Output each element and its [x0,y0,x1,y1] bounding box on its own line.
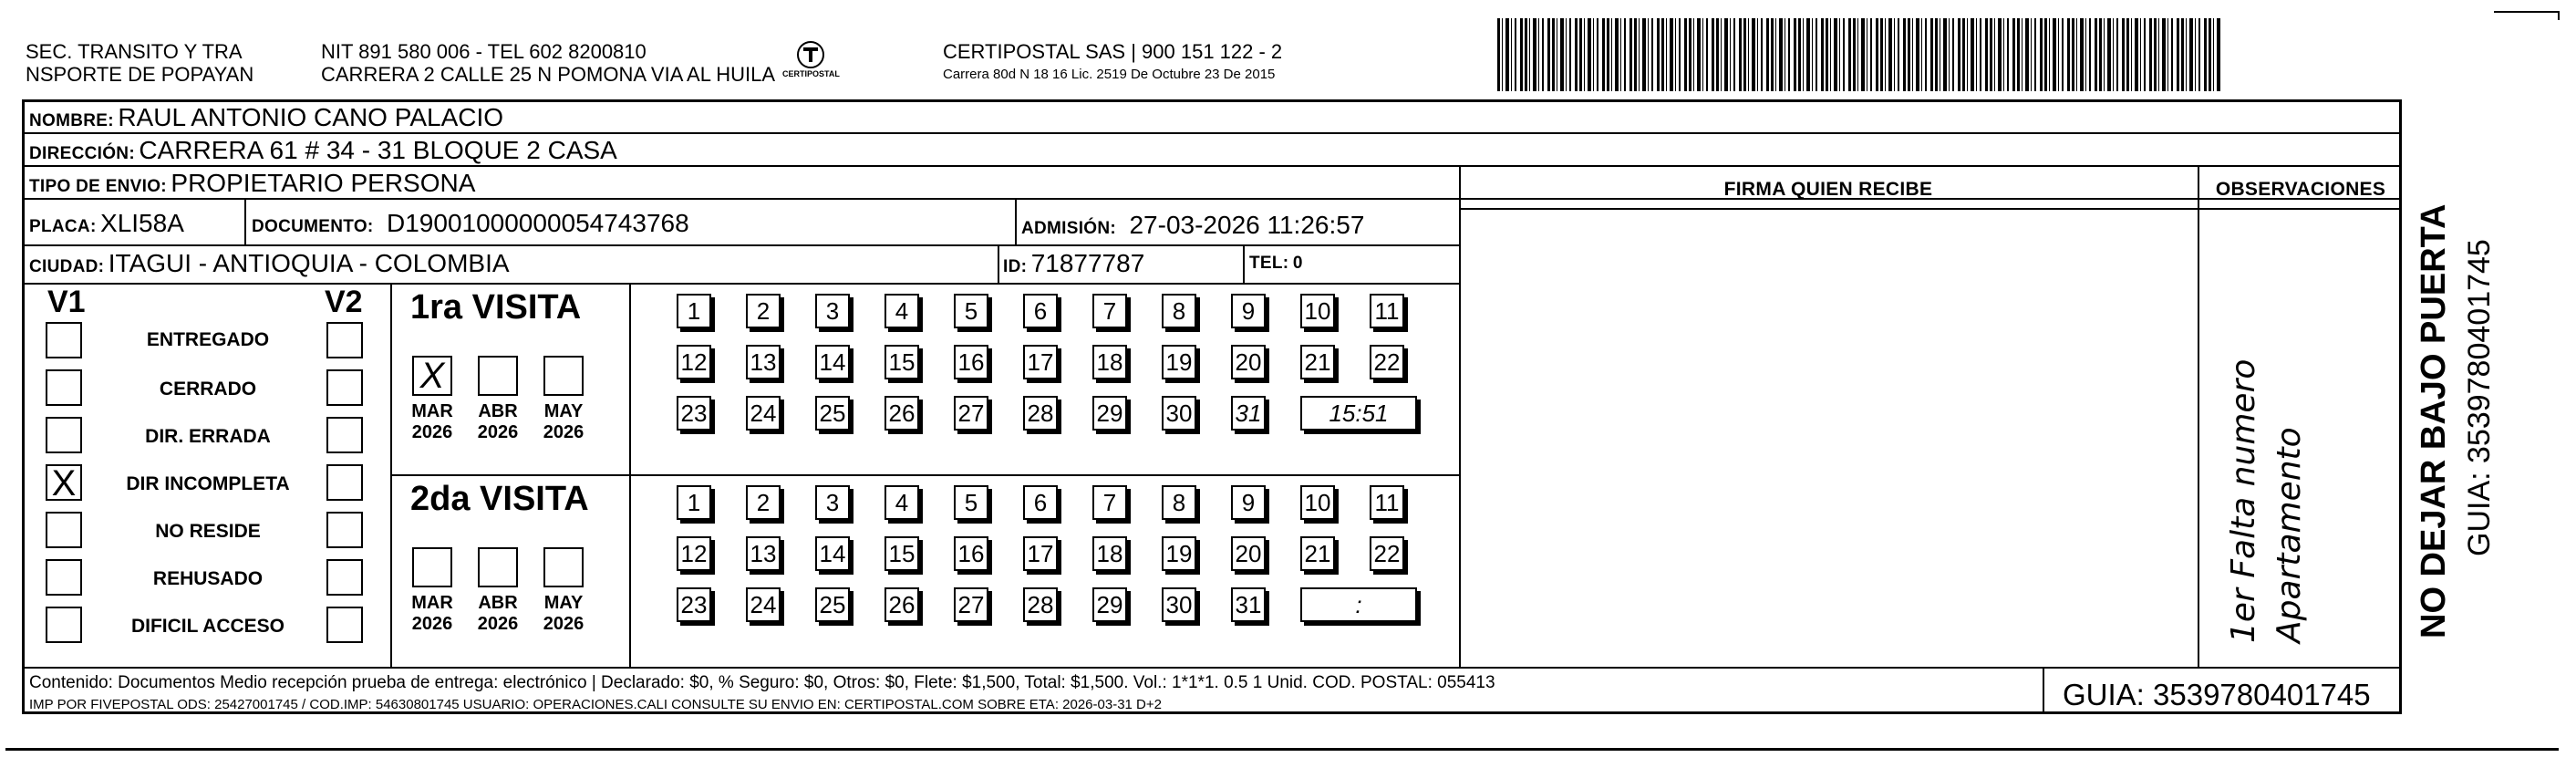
day-box[interactable]: 30 [1162,587,1196,622]
nit-line-1: NIT 891 580 006 - TEL 602 8200810 [321,40,647,63]
day-box[interactable]: 24 [746,396,781,431]
id-row [1003,248,1144,284]
day-box[interactable]: 16 [954,345,988,379]
v1-checkbox[interactable] [46,607,82,643]
day-box[interactable]: 10 [1300,294,1335,328]
logo-text: CERTIPOSTAL [782,69,840,78]
company-block [943,40,1282,86]
day-box[interactable]: 5 [954,294,988,328]
v2-checkbox[interactable] [326,369,363,406]
time-box[interactable]: 15:51 [1300,396,1417,431]
side-guia: GUIA: 3539780401745 [2462,239,2497,556]
v1-checkbox[interactable] [46,369,82,406]
admision-row [1021,210,1364,245]
col-obs-left [2198,165,2199,667]
sender-block [26,40,253,86]
day-box[interactable]: 21 [1300,536,1335,571]
day-box[interactable]: 8 [1162,294,1196,328]
day-box[interactable]: 19 [1162,536,1196,571]
documento-value: D19001000000054743768 [387,209,689,237]
day-box[interactable]: 15 [885,536,919,571]
day-box[interactable]: 11 [1370,485,1404,520]
col-admision [1015,198,1017,244]
status-label: DIFICIL ACCESO [130,616,284,637]
footer-guia: GUIA: 3539780401745 [2063,678,2371,711]
day-box[interactable]: 17 [1023,345,1058,379]
day-box[interactable]: 27 [954,396,988,431]
placa-label: PLACA: [29,217,97,236]
day-box[interactable]: 17 [1023,536,1058,571]
documento-row [252,208,689,244]
day-box[interactable]: 18 [1092,345,1127,379]
day-box[interactable]: 22 [1370,536,1404,571]
day-box[interactable]: 29 [1092,396,1127,431]
month-label: MAR [411,593,453,613]
year-label: 2026 [411,422,453,442]
visit-title: 2da VISITA [410,480,589,518]
day-box[interactable]: 4 [885,485,919,520]
sender-line-1: SEC. TRANSITO Y TRA [26,40,243,63]
visit-split-line [390,474,1459,476]
day-box[interactable]: 27 [954,587,988,622]
day-box[interactable]: 25 [815,587,850,622]
day-box[interactable]: 9 [1231,485,1266,520]
day-box[interactable]: 26 [885,396,919,431]
day-box[interactable]: 12 [677,345,711,379]
month-checkbox[interactable]: X [412,356,452,396]
day-box[interactable]: 8 [1162,485,1196,520]
day-box[interactable]: 2 [746,294,781,328]
day-box[interactable]: 3 [815,294,850,328]
month-label: MAY [543,593,584,613]
day-box[interactable]: 4 [885,294,919,328]
day-box[interactable]: 28 [1023,396,1058,431]
day-box[interactable]: 28 [1023,587,1058,622]
footer-line-1: Contenido: Documentos Medio recepción prueba de entrega: electrónico | Declarado: $0, % Seguro: $0, Otros: $0, Flete: $1,500, Total: $1,500. Vol.: 1*1*1. 0.5 1 Unid. COD. POSTAL: 055413 [29,673,1495,692]
status-label: CERRADO [159,379,257,400]
year-label: 2026 [477,422,519,442]
month-checkbox[interactable] [478,547,518,587]
day-box[interactable]: 24 [746,587,781,622]
company-line-2: Carrera 80d N 18 16 Lic. 2519 De Octubre 23 De 2015 [943,67,1276,82]
sender-line-2: NSPORTE DE POPAYAN [26,63,254,86]
day-box[interactable]: 16 [954,536,988,571]
year-label: 2026 [477,614,519,634]
documento-label: DOCUMENTO: [252,217,374,236]
nombre-row [29,102,503,138]
status-label: DIR. ERRADA [145,426,271,447]
v1-checkbox[interactable]: X [46,464,82,501]
nombre-value: RAUL ANTONIO CANO PALACIO [118,103,504,131]
v2-checkbox[interactable] [326,607,363,643]
day-box[interactable]: 13 [746,536,781,571]
footer-line [22,667,2402,669]
month-label: ABR [478,401,518,421]
tel-label: TEL: [1249,254,1289,273]
signature-area[interactable] [1461,209,2196,665]
day-box[interactable]: 30 [1162,396,1196,431]
footer-line-2: IMP POR FIVEPOSTAL ODS: 25427001745 / COD.IMP: 54630801745 USUARIO: OPERACIONES.CALI CONSULTE SU ENVIO EN: CERTIPOSTAL.COM SOBRE ETA: 2026-03-31 D+2 [29,697,1162,712]
v2-header: V2 [325,285,363,319]
day-box[interactable]: 12 [677,536,711,571]
corner-bracket [2494,11,2560,20]
id-label: ID: [1003,257,1028,276]
observaciones-handwriting-2: Apartamento [2271,427,2308,643]
day-box[interactable]: 7 [1092,294,1127,328]
status-label: NO RESIDE [155,521,261,542]
day-box[interactable]: 11 [1370,294,1404,328]
year-label: 2026 [411,614,453,634]
day-box[interactable]: 31 [1231,396,1266,431]
tipo-value: PROPIETARIO PERSONA [171,169,476,197]
day-box[interactable]: 1 [677,294,711,328]
v1-header: V1 [47,285,86,319]
month-label: MAR [411,401,453,421]
ciudad-label: CIUDAD: [29,257,105,276]
day-box[interactable]: 19 [1162,345,1196,379]
year-label: 2026 [543,422,585,442]
month-checkbox[interactable] [412,547,452,587]
day-box[interactable]: 9 [1231,294,1266,328]
v2-checkbox[interactable] [326,512,363,548]
tipo-row [29,168,475,203]
time-box[interactable]: : [1300,587,1417,622]
v2-checkbox[interactable] [326,417,363,453]
day-box[interactable]: 25 [815,396,850,431]
nit-line-2: CARRERA 2 CALLE 25 N POMONA VIA AL HUILA [321,63,776,86]
barcode [1497,18,2220,91]
day-box[interactable]: 13 [746,345,781,379]
month-checkbox[interactable] [543,547,584,587]
ciudad-row [29,248,510,284]
day-box[interactable]: 1 [677,485,711,520]
tel-value: 0 [1292,254,1303,273]
day-box[interactable]: 5 [954,485,988,520]
month-label: MAY [543,401,584,421]
direccion-label: DIRECCIÓN: [29,144,135,163]
v1-checkbox[interactable] [46,512,82,548]
direccion-row [29,135,617,171]
status-label: DIR INCOMPLETA [126,473,290,494]
tipo-label: TIPO DE ENVIO: [29,177,167,196]
day-box[interactable]: 20 [1231,345,1266,379]
firma-header: FIRMA QUIEN RECIBE [1723,179,1933,200]
status-label: REHUSADO [152,568,264,589]
day-box[interactable]: 2 [746,485,781,520]
v1-checkbox[interactable] [46,322,82,358]
day-box[interactable]: 22 [1370,345,1404,379]
day-box[interactable]: 10 [1300,485,1335,520]
tel-row [1249,248,1303,280]
month-label: ABR [478,593,518,613]
nit-block [321,40,775,86]
day-box[interactable]: 26 [885,587,919,622]
logo-icon [782,36,839,93]
day-box[interactable]: 20 [1231,536,1266,571]
v2-checkbox[interactable] [326,464,363,501]
day-box[interactable]: 18 [1092,536,1127,571]
day-box[interactable]: 21 [1300,345,1335,379]
v1-checkbox[interactable] [46,559,82,596]
footer-guia-left [2043,667,2044,714]
col-tel [1243,244,1245,283]
day-box[interactable]: 14 [815,536,850,571]
observaciones-handwriting-1: 1er Falta numero [2225,358,2262,643]
day-box[interactable]: 3 [815,485,850,520]
col-placa-doc [244,198,246,244]
v2-checkbox[interactable] [326,559,363,596]
side-warning: NO DEJAR BAJO PUERTA [2415,203,2453,638]
nombre-label: NOMBRE: [29,111,114,130]
admision-value: 27-03-2026 11:26:57 [1129,211,1365,239]
day-box[interactable]: 23 [677,396,711,431]
day-box[interactable]: 31 [1231,587,1266,622]
placa-value: XLI58A [100,209,184,237]
visit-title: 1ra VISITA [410,288,582,327]
year-label: 2026 [543,614,585,634]
month-checkbox[interactable] [478,356,518,396]
day-box[interactable]: 23 [677,587,711,622]
month-checkbox[interactable] [543,356,584,396]
observaciones-header: OBSERVACIONES [2215,179,2386,200]
ciudad-value: ITAGUI - ANTIOQUIA - COLOMBIA [108,249,510,277]
col-id [998,244,999,283]
day-box[interactable]: 7 [1092,485,1127,520]
direccion-value: CARRERA 61 # 34 - 31 BLOQUE 2 CASA [139,136,617,164]
certipostal-logo [782,36,839,93]
day-box[interactable]: 14 [815,345,850,379]
admision-label: ADMISIÓN: [1021,219,1117,238]
status-label: ENTREGADO [146,329,270,350]
placa-row [29,208,184,244]
company-line-1: CERTIPOSTAL SAS | 900 151 122 - 2 [943,40,1283,63]
day-box[interactable]: 6 [1023,294,1058,328]
page-bottom-line [5,748,2559,751]
id-value: 71877787 [1030,249,1145,277]
day-box[interactable]: 15 [885,345,919,379]
day-box[interactable]: 29 [1092,587,1127,622]
v1-checkbox[interactable] [46,417,82,453]
day-box[interactable]: 6 [1023,485,1058,520]
v2-checkbox[interactable] [326,322,363,358]
